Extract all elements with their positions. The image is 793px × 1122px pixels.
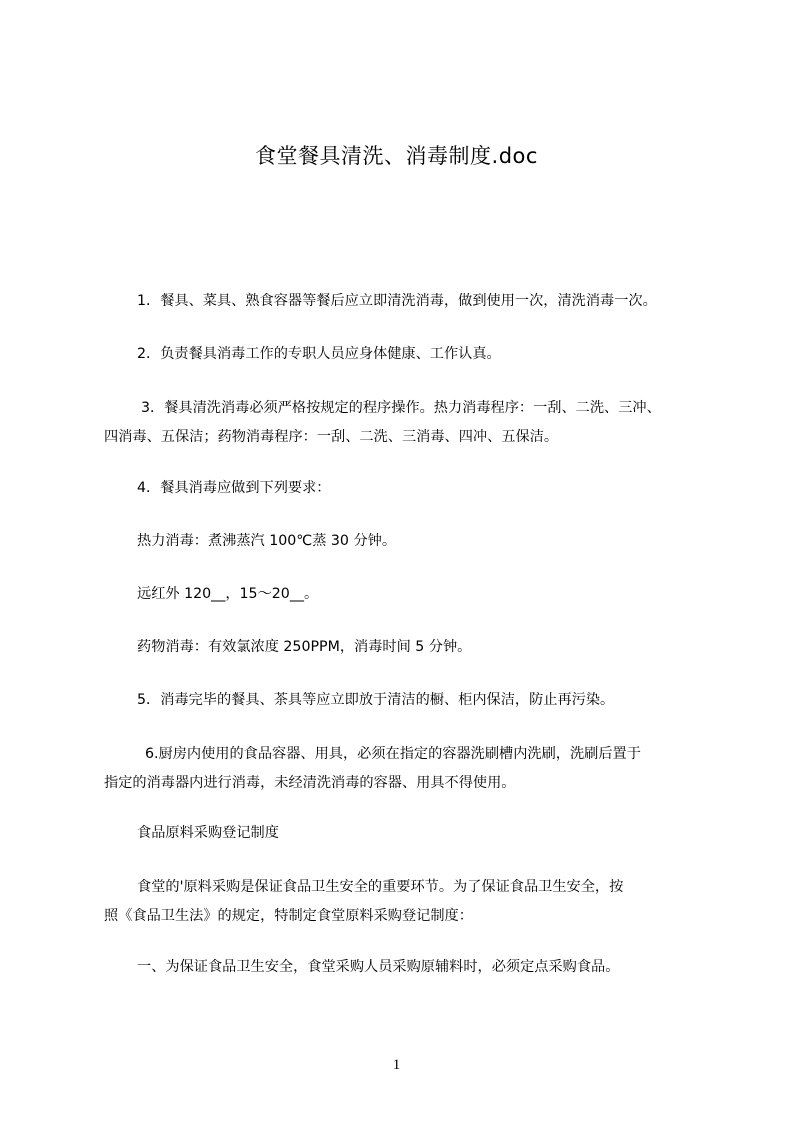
paragraph-1: [104, 287, 724, 316]
paragraph-line: 远红外 120__，15～20__。: [137, 586, 319, 602]
paragraph-12: [104, 953, 724, 982]
paragraph-6: [104, 580, 724, 609]
paragraph-line: 4．餐具消毒应做到下列要求：: [137, 480, 331, 496]
paragraph-10: [104, 819, 724, 848]
paragraph-line: 指定的消毒器内进行消毒，未经清洗消毒的容器、用具不得使用。: [104, 775, 516, 791]
paragraph-line: 食品原料采购登记制度: [137, 825, 279, 841]
paragraph-7: [104, 633, 724, 662]
paragraph-4: [104, 474, 724, 503]
paragraph-line: 食堂的'原料采购是保证食品卫生安全的重要环节。为了保证食品卫生安全，按: [137, 879, 624, 895]
paragraph-9: [104, 740, 724, 798]
paragraph-line: 2．负责餐具消毒工作的专职人员应身体健康、工作认真。: [137, 346, 501, 362]
document-title: 食堂餐具清洗、消毒制度.doc: [255, 144, 538, 168]
paragraph-line: 照《食品卫生法》的规定，特制定食堂原料采购登记制度：: [104, 908, 473, 924]
paragraph-line: 热力消毒：煮沸蒸汽 100℃蒸 30 分钟。: [137, 533, 397, 549]
paragraph-line: 6.厨房内使用的食品容器、用具，必须在指定的容器洗刷槽内洗刷，洗刷后置于: [145, 746, 641, 762]
paragraph-2: [104, 340, 724, 369]
page-number: 1: [392, 1057, 401, 1073]
paragraph-line: 3．餐具清洗消毒必须严格按规定的程序操作。热力消毒程序：一刮、二洗、三冲、: [141, 400, 661, 416]
paragraph-3: [104, 394, 724, 452]
paragraph-line: 药物消毒：有效氯浓度 250PPM，消毒时间 5 分钟。: [137, 639, 472, 655]
paragraph-line: 四消毒、五保洁；药物消毒程序：一刮、二洗、三消毒、四冲、五保洁。: [104, 429, 559, 445]
paragraph-line: 5．消毒完毕的餐具、茶具等应立即放于清洁的橱、柜内保洁，防止再污染。: [137, 692, 615, 708]
paragraph-8: [104, 686, 724, 715]
paragraph-11: [104, 873, 724, 931]
paragraph-line: 一、为保证食品卫生安全，食堂采购人员采购原辅料时，必须定点采购食品。: [137, 959, 620, 975]
paragraph-5: [104, 527, 724, 556]
paragraph-line: 1．餐具、菜具、熟食容器等餐后应立即清洗消毒，做到使用一次，清洗消毒一次。: [137, 293, 657, 309]
